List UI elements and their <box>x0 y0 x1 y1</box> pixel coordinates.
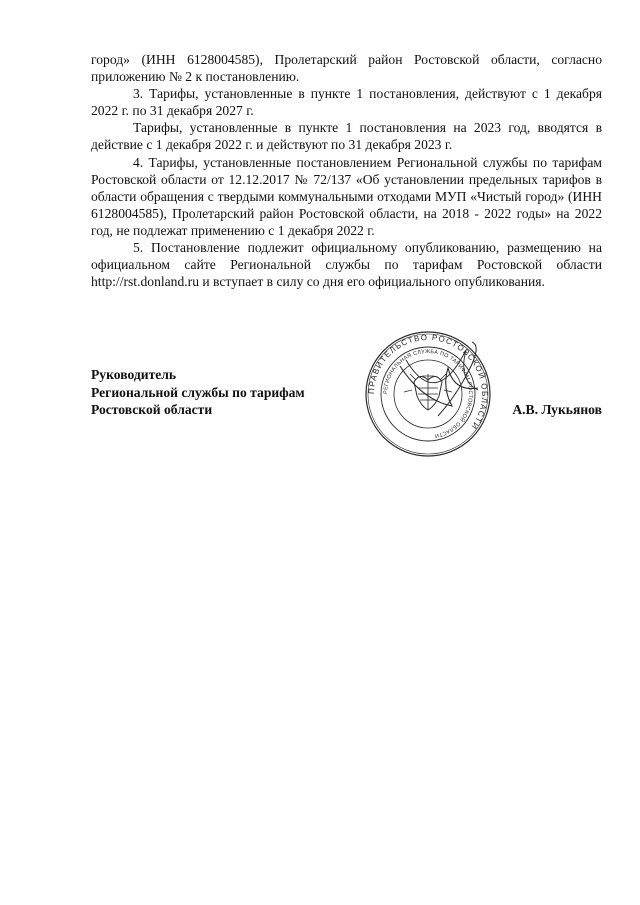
paragraph-item-5: 5. Постановление подлежит официальному опубликованию, размещению на официальном сайте Региональной службы по тарифам Ростовской области http://rst.donland.ru и вступает в силу со дня его официального опубликования. <box>91 240 602 290</box>
seal-outer-text: ПРАВИТЕЛЬСТВО РОСТОВСКОЙ ОБЛАСТИ <box>366 332 490 432</box>
paragraph-item-4: 4. Тарифы, установленные постановлением Региональной службы по тарифам Ростовской области от 12.12.2017 № 72/137 «Об установлении предельных тарифов в области обращения с твердыми коммунальными отходами МУП «Чистый город» (ИНН 6128004585), Пролетарский район Ростовской области, на 2018 - 2022 годы» на 2022 год, не подлежат применению с 1 декабря 2022 г. <box>91 154 602 238</box>
signatory-title-line-2: Региональной службы по тарифам <box>91 384 305 400</box>
seal-icon <box>356 330 500 458</box>
paragraph-item-3: 3. Тарифы, установленные в пункте 1 постановления, действуют с 1 декабря 2022 г. по 31 декабря 2027 г. <box>91 86 602 119</box>
paragraph-continuation: город» (ИНН 6128004585), Пролетарский район Ростовской области, согласно приложению № 2 к постановлению. <box>91 52 602 85</box>
signatory-name: А.В. Лукьянов <box>512 402 602 417</box>
document-body <box>91 51 602 290</box>
signatory-title-line-1: Руководитель <box>91 367 177 382</box>
signatory-title-line-3: Ростовской области <box>91 402 213 417</box>
paragraph-tariffs-2023: Тарифы, установленные в пункте 1 постановления на 2023 год, вводятся в действие с 1 декабря 2022 г. и действуют по 31 декабря 2023 г. <box>91 120 602 153</box>
signatory-title <box>91 366 305 419</box>
seal-inner-text: РЕГИОНАЛЬНАЯ СЛУЖБА ПО ТАРИФАМ РОСТОВСКОЙ ОБЛАСТИ <box>382 348 474 439</box>
official-seal <box>356 330 500 458</box>
